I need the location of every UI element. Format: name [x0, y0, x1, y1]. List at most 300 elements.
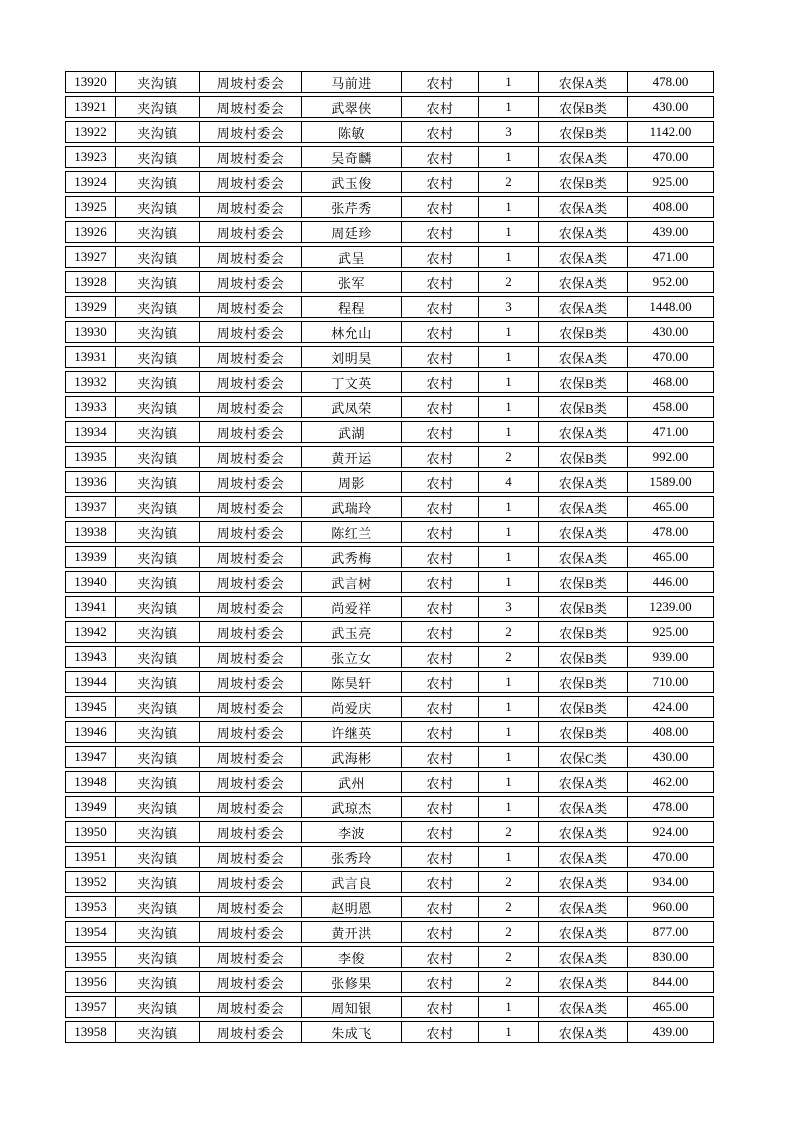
cell-amount: 471.00 — [627, 421, 714, 443]
cell-amount: 430.00 — [627, 96, 714, 118]
cell-village: 周坡村委会 — [199, 346, 301, 368]
cell-amount: 430.00 — [627, 746, 714, 768]
cell-category: 农保A类 — [538, 71, 627, 93]
cell-residence: 农村 — [401, 246, 478, 268]
cell-record-id: 13924 — [65, 171, 115, 193]
cell-village: 周坡村委会 — [199, 621, 301, 643]
cell-amount: 924.00 — [627, 821, 714, 843]
cell-town: 夹沟镇 — [115, 646, 199, 668]
cell-town: 夹沟镇 — [115, 471, 199, 493]
cell-category: 农保A类 — [538, 271, 627, 293]
cell-record-id: 13933 — [65, 396, 115, 418]
cell-amount: 1448.00 — [627, 296, 714, 318]
cell-record-id: 13938 — [65, 521, 115, 543]
cell-record-id: 13928 — [65, 271, 115, 293]
cell-record-id: 13946 — [65, 721, 115, 743]
cell-category: 农保B类 — [538, 671, 627, 693]
table-row — [65, 796, 714, 818]
table-row — [65, 1021, 714, 1043]
cell-record-id: 13939 — [65, 546, 115, 568]
cell-category: 农保A类 — [538, 146, 627, 168]
cell-category: 农保A类 — [538, 921, 627, 943]
cell-name: 赵明恩 — [301, 896, 401, 918]
cell-village: 周坡村委会 — [199, 796, 301, 818]
table-row — [65, 146, 714, 168]
table-row — [65, 996, 714, 1018]
cell-village: 周坡村委会 — [199, 971, 301, 993]
table-row — [65, 171, 714, 193]
cell-name: 武州 — [301, 771, 401, 793]
cell-name: 李波 — [301, 821, 401, 843]
cell-name: 马前进 — [301, 71, 401, 93]
cell-category: 农保B类 — [538, 446, 627, 468]
cell-residence: 农村 — [401, 346, 478, 368]
cell-name: 武言树 — [301, 571, 401, 593]
cell-village: 周坡村委会 — [199, 396, 301, 418]
cell-count: 1 — [478, 246, 538, 268]
cell-residence: 农村 — [401, 596, 478, 618]
cell-residence: 农村 — [401, 71, 478, 93]
table-row — [65, 721, 714, 743]
cell-residence: 农村 — [401, 146, 478, 168]
cell-record-id: 13944 — [65, 671, 115, 693]
table-row — [65, 846, 714, 868]
cell-name: 周影 — [301, 471, 401, 493]
cell-record-id: 13937 — [65, 496, 115, 518]
cell-amount: 470.00 — [627, 146, 714, 168]
cell-category: 农保A类 — [538, 221, 627, 243]
cell-category: 农保B类 — [538, 396, 627, 418]
cell-residence: 农村 — [401, 321, 478, 343]
cell-village: 周坡村委会 — [199, 646, 301, 668]
cell-residence: 农村 — [401, 521, 478, 543]
table-row — [65, 946, 714, 968]
cell-town: 夹沟镇 — [115, 596, 199, 618]
table-row — [65, 421, 714, 443]
cell-name: 张秀玲 — [301, 846, 401, 868]
cell-amount: 478.00 — [627, 71, 714, 93]
cell-name: 陈敏 — [301, 121, 401, 143]
cell-residence: 农村 — [401, 721, 478, 743]
table-row — [65, 371, 714, 393]
cell-village: 周坡村委会 — [199, 1021, 301, 1043]
table-row — [65, 396, 714, 418]
cell-count: 1 — [478, 71, 538, 93]
cell-amount: 430.00 — [627, 321, 714, 343]
cell-village: 周坡村委会 — [199, 521, 301, 543]
cell-name: 李俊 — [301, 946, 401, 968]
cell-category: 农保A类 — [538, 196, 627, 218]
cell-residence: 农村 — [401, 546, 478, 568]
cell-category: 农保B类 — [538, 121, 627, 143]
cell-count: 2 — [478, 821, 538, 843]
cell-count: 2 — [478, 646, 538, 668]
cell-town: 夹沟镇 — [115, 346, 199, 368]
cell-name: 周廷珍 — [301, 221, 401, 243]
cell-count: 1 — [478, 546, 538, 568]
cell-village: 周坡村委会 — [199, 896, 301, 918]
cell-amount: 408.00 — [627, 721, 714, 743]
cell-residence: 农村 — [401, 296, 478, 318]
cell-name: 刘明昊 — [301, 346, 401, 368]
cell-village: 周坡村委会 — [199, 921, 301, 943]
cell-record-id: 13929 — [65, 296, 115, 318]
cell-count: 2 — [478, 171, 538, 193]
cell-category: 农保A类 — [538, 846, 627, 868]
cell-category: 农保A类 — [538, 546, 627, 568]
cell-name: 武玉俊 — [301, 171, 401, 193]
cell-category: 农保A类 — [538, 346, 627, 368]
cell-amount: 478.00 — [627, 796, 714, 818]
cell-category: 农保B类 — [538, 721, 627, 743]
cell-count: 1 — [478, 346, 538, 368]
table-row — [65, 71, 714, 93]
cell-category: 农保C类 — [538, 746, 627, 768]
cell-amount: 478.00 — [627, 521, 714, 543]
cell-count: 2 — [478, 896, 538, 918]
cell-town: 夹沟镇 — [115, 771, 199, 793]
cell-name: 尚爱庆 — [301, 696, 401, 718]
cell-record-id: 13941 — [65, 596, 115, 618]
cell-amount: 471.00 — [627, 246, 714, 268]
cell-amount: 925.00 — [627, 171, 714, 193]
table-row — [65, 671, 714, 693]
cell-town: 夹沟镇 — [115, 621, 199, 643]
cell-count: 1 — [478, 371, 538, 393]
cell-village: 周坡村委会 — [199, 96, 301, 118]
cell-count: 1 — [478, 421, 538, 443]
cell-name: 林允山 — [301, 321, 401, 343]
cell-count: 1 — [478, 721, 538, 743]
cell-village: 周坡村委会 — [199, 671, 301, 693]
cell-residence: 农村 — [401, 646, 478, 668]
table-row — [65, 546, 714, 568]
cell-count: 1 — [478, 746, 538, 768]
cell-town: 夹沟镇 — [115, 796, 199, 818]
cell-name: 尚爱祥 — [301, 596, 401, 618]
cell-amount: 877.00 — [627, 921, 714, 943]
cell-town: 夹沟镇 — [115, 121, 199, 143]
cell-residence: 农村 — [401, 371, 478, 393]
cell-record-id: 13931 — [65, 346, 115, 368]
cell-amount: 439.00 — [627, 221, 714, 243]
cell-village: 周坡村委会 — [199, 246, 301, 268]
cell-name: 黄开运 — [301, 446, 401, 468]
cell-residence: 农村 — [401, 196, 478, 218]
table-row — [65, 221, 714, 243]
cell-amount: 470.00 — [627, 846, 714, 868]
cell-town: 夹沟镇 — [115, 996, 199, 1018]
cell-town: 夹沟镇 — [115, 496, 199, 518]
cell-amount: 458.00 — [627, 396, 714, 418]
cell-residence: 农村 — [401, 396, 478, 418]
cell-residence: 农村 — [401, 271, 478, 293]
cell-residence: 农村 — [401, 921, 478, 943]
cell-record-id: 13942 — [65, 621, 115, 643]
cell-village: 周坡村委会 — [199, 996, 301, 1018]
cell-town: 夹沟镇 — [115, 96, 199, 118]
cell-record-id: 13940 — [65, 571, 115, 593]
cell-category: 农保A类 — [538, 971, 627, 993]
cell-category: 农保B类 — [538, 621, 627, 643]
cell-category: 农保B类 — [538, 96, 627, 118]
cell-name: 武翠侠 — [301, 96, 401, 118]
cell-town: 夹沟镇 — [115, 521, 199, 543]
cell-category: 农保B类 — [538, 171, 627, 193]
cell-residence: 农村 — [401, 121, 478, 143]
cell-village: 周坡村委会 — [199, 221, 301, 243]
cell-town: 夹沟镇 — [115, 696, 199, 718]
cell-town: 夹沟镇 — [115, 746, 199, 768]
cell-amount: 439.00 — [627, 1021, 714, 1043]
cell-category: 农保A类 — [538, 796, 627, 818]
cell-name: 张立女 — [301, 646, 401, 668]
cell-amount: 710.00 — [627, 671, 714, 693]
cell-record-id: 13956 — [65, 971, 115, 993]
cell-name: 周知银 — [301, 996, 401, 1018]
cell-village: 周坡村委会 — [199, 596, 301, 618]
cell-category: 农保A类 — [538, 296, 627, 318]
table-row — [65, 596, 714, 618]
cell-amount: 446.00 — [627, 571, 714, 593]
cell-village: 周坡村委会 — [199, 271, 301, 293]
cell-town: 夹沟镇 — [115, 871, 199, 893]
cell-amount: 465.00 — [627, 996, 714, 1018]
cell-amount: 470.00 — [627, 346, 714, 368]
cell-count: 1 — [478, 571, 538, 593]
cell-town: 夹沟镇 — [115, 296, 199, 318]
cell-residence: 农村 — [401, 996, 478, 1018]
cell-category: 农保B类 — [538, 321, 627, 343]
cell-amount: 960.00 — [627, 896, 714, 918]
cell-amount: 992.00 — [627, 446, 714, 468]
cell-village: 周坡村委会 — [199, 721, 301, 743]
cell-count: 3 — [478, 596, 538, 618]
cell-town: 夹沟镇 — [115, 146, 199, 168]
cell-village: 周坡村委会 — [199, 196, 301, 218]
cell-category: 农保A类 — [538, 496, 627, 518]
cell-residence: 农村 — [401, 671, 478, 693]
cell-count: 2 — [478, 271, 538, 293]
cell-town: 夹沟镇 — [115, 421, 199, 443]
table-row — [65, 246, 714, 268]
cell-count: 2 — [478, 921, 538, 943]
cell-record-id: 13954 — [65, 921, 115, 943]
cell-count: 3 — [478, 296, 538, 318]
cell-name: 武凤荣 — [301, 396, 401, 418]
cell-record-id: 13923 — [65, 146, 115, 168]
cell-name: 朱成飞 — [301, 1021, 401, 1043]
cell-town: 夹沟镇 — [115, 246, 199, 268]
cell-record-id: 13947 — [65, 746, 115, 768]
cell-residence: 农村 — [401, 1021, 478, 1043]
cell-count: 1 — [478, 996, 538, 1018]
table-row — [65, 321, 714, 343]
cell-category: 农保A类 — [538, 896, 627, 918]
table-row — [65, 746, 714, 768]
cell-town: 夹沟镇 — [115, 571, 199, 593]
cell-category: 农保A类 — [538, 771, 627, 793]
cell-amount: 462.00 — [627, 771, 714, 793]
cell-residence: 农村 — [401, 821, 478, 843]
cell-village: 周坡村委会 — [199, 471, 301, 493]
table-row — [65, 271, 714, 293]
cell-amount: 465.00 — [627, 496, 714, 518]
cell-residence: 农村 — [401, 471, 478, 493]
cell-residence: 农村 — [401, 221, 478, 243]
cell-name: 武秀梅 — [301, 546, 401, 568]
cell-town: 夹沟镇 — [115, 721, 199, 743]
cell-name: 武瑞玲 — [301, 496, 401, 518]
cell-village: 周坡村委会 — [199, 496, 301, 518]
cell-name: 陈昊轩 — [301, 671, 401, 693]
cell-amount: 1142.00 — [627, 121, 714, 143]
cell-category: 农保A类 — [538, 421, 627, 443]
cell-name: 黄开洪 — [301, 921, 401, 943]
cell-category: 农保A类 — [538, 246, 627, 268]
cell-amount: 934.00 — [627, 871, 714, 893]
cell-name: 武琼杰 — [301, 796, 401, 818]
cell-village: 周坡村委会 — [199, 946, 301, 968]
cell-record-id: 13952 — [65, 871, 115, 893]
cell-record-id: 13943 — [65, 646, 115, 668]
cell-amount: 844.00 — [627, 971, 714, 993]
cell-town: 夹沟镇 — [115, 821, 199, 843]
cell-town: 夹沟镇 — [115, 221, 199, 243]
cell-name: 张芹秀 — [301, 196, 401, 218]
table-row — [65, 921, 714, 943]
cell-town: 夹沟镇 — [115, 196, 199, 218]
cell-residence: 农村 — [401, 571, 478, 593]
cell-village: 周坡村委会 — [199, 321, 301, 343]
table-row — [65, 496, 714, 518]
cell-record-id: 13932 — [65, 371, 115, 393]
cell-record-id: 13930 — [65, 321, 115, 343]
cell-town: 夹沟镇 — [115, 271, 199, 293]
table-row — [65, 821, 714, 843]
cell-village: 周坡村委会 — [199, 171, 301, 193]
cell-record-id: 13934 — [65, 421, 115, 443]
cell-record-id: 13955 — [65, 946, 115, 968]
cell-category: 农保B类 — [538, 596, 627, 618]
cell-record-id: 13945 — [65, 696, 115, 718]
cell-amount: 468.00 — [627, 371, 714, 393]
cell-amount: 465.00 — [627, 546, 714, 568]
table-row — [65, 96, 714, 118]
cell-record-id: 13949 — [65, 796, 115, 818]
cell-count: 1 — [478, 146, 538, 168]
cell-name: 武海彬 — [301, 746, 401, 768]
cell-record-id: 13957 — [65, 996, 115, 1018]
cell-town: 夹沟镇 — [115, 396, 199, 418]
cell-village: 周坡村委会 — [199, 296, 301, 318]
cell-amount: 424.00 — [627, 696, 714, 718]
cell-village: 周坡村委会 — [199, 546, 301, 568]
cell-town: 夹沟镇 — [115, 321, 199, 343]
cell-name: 丁文英 — [301, 371, 401, 393]
cell-category: 农保A类 — [538, 1021, 627, 1043]
cell-name: 武呈 — [301, 246, 401, 268]
cell-count: 1 — [478, 96, 538, 118]
cell-residence: 农村 — [401, 171, 478, 193]
table-row — [65, 871, 714, 893]
table-row — [65, 121, 714, 143]
cell-record-id: 13951 — [65, 846, 115, 868]
table-row — [65, 621, 714, 643]
cell-category: 农保B类 — [538, 571, 627, 593]
cell-count: 1 — [478, 796, 538, 818]
cell-record-id: 13920 — [65, 71, 115, 93]
cell-village: 周坡村委会 — [199, 821, 301, 843]
cell-amount: 1589.00 — [627, 471, 714, 493]
table-row — [65, 446, 714, 468]
cell-count: 1 — [478, 846, 538, 868]
cell-town: 夹沟镇 — [115, 71, 199, 93]
cell-town: 夹沟镇 — [115, 546, 199, 568]
cell-amount: 1239.00 — [627, 596, 714, 618]
cell-name: 陈红兰 — [301, 521, 401, 543]
cell-category: 农保B类 — [538, 646, 627, 668]
cell-category: 农保A类 — [538, 946, 627, 968]
cell-count: 2 — [478, 871, 538, 893]
cell-count: 1 — [478, 496, 538, 518]
table-row — [65, 296, 714, 318]
cell-count: 2 — [478, 971, 538, 993]
cell-count: 1 — [478, 696, 538, 718]
cell-count: 1 — [478, 1021, 538, 1043]
cell-residence: 农村 — [401, 946, 478, 968]
table-row — [65, 571, 714, 593]
cell-count: 2 — [478, 946, 538, 968]
cell-amount: 830.00 — [627, 946, 714, 968]
cell-town: 夹沟镇 — [115, 671, 199, 693]
cell-count: 1 — [478, 196, 538, 218]
cell-town: 夹沟镇 — [115, 1021, 199, 1043]
table-row — [65, 771, 714, 793]
table-row — [65, 646, 714, 668]
cell-category: 农保A类 — [538, 871, 627, 893]
cell-residence: 农村 — [401, 96, 478, 118]
cell-residence: 农村 — [401, 746, 478, 768]
cell-record-id: 13935 — [65, 446, 115, 468]
cell-village: 周坡村委会 — [199, 146, 301, 168]
cell-town: 夹沟镇 — [115, 896, 199, 918]
table-row — [65, 471, 714, 493]
cell-record-id: 13950 — [65, 821, 115, 843]
table-row — [65, 346, 714, 368]
cell-name: 张军 — [301, 271, 401, 293]
cell-name: 程程 — [301, 296, 401, 318]
cell-town: 夹沟镇 — [115, 371, 199, 393]
cell-category: 农保A类 — [538, 471, 627, 493]
cell-record-id: 13922 — [65, 121, 115, 143]
cell-record-id: 13926 — [65, 221, 115, 243]
cell-residence: 农村 — [401, 496, 478, 518]
cell-village: 周坡村委会 — [199, 846, 301, 868]
cell-record-id: 13921 — [65, 96, 115, 118]
table-row — [65, 696, 714, 718]
cell-record-id: 13936 — [65, 471, 115, 493]
cell-town: 夹沟镇 — [115, 946, 199, 968]
cell-residence: 农村 — [401, 446, 478, 468]
cell-record-id: 13925 — [65, 196, 115, 218]
cell-category: 农保A类 — [538, 521, 627, 543]
roster-table — [65, 71, 714, 1046]
cell-residence: 农村 — [401, 846, 478, 868]
table-row — [65, 896, 714, 918]
cell-record-id: 13948 — [65, 771, 115, 793]
cell-village: 周坡村委会 — [199, 871, 301, 893]
